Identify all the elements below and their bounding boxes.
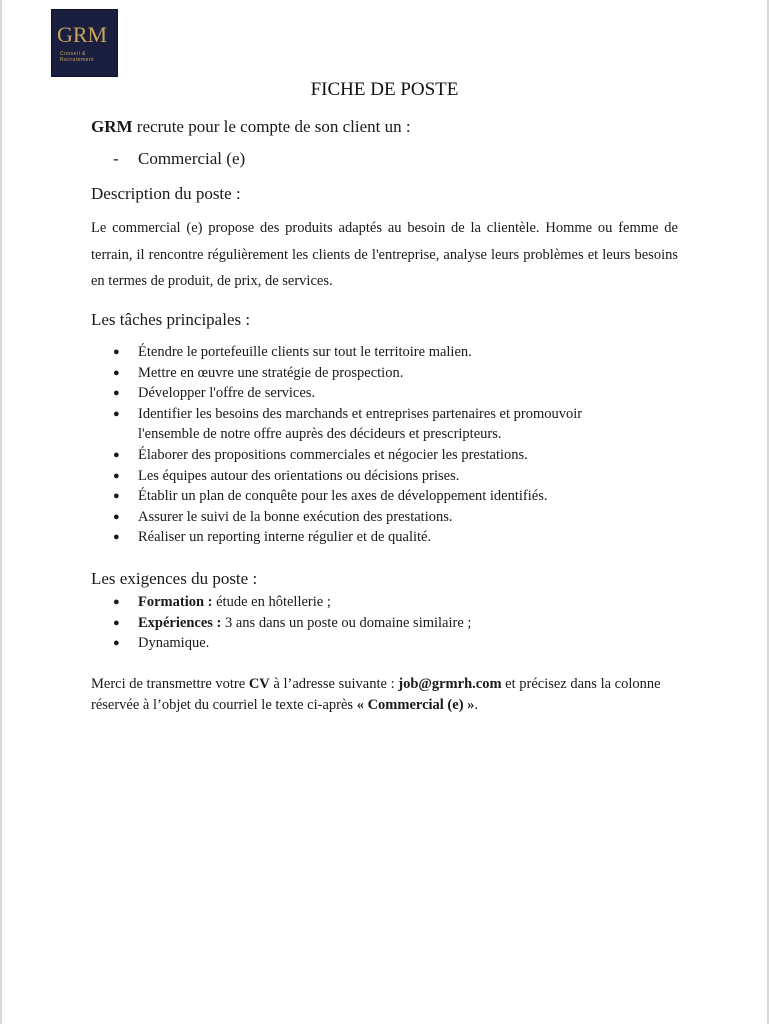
bullet-icon: ●	[113, 407, 120, 420]
tasks-list	[113, 342, 633, 548]
task-text: Réaliser un reporting interne régulier et de qualité.	[138, 529, 432, 546]
bullet-icon: ●	[113, 469, 120, 482]
logo-subtitle	[60, 51, 94, 63]
task-item	[113, 527, 633, 548]
position-label: Commercial (e)	[138, 149, 246, 168]
closing-subject: « Commercial (e) »	[356, 696, 475, 713]
task-item	[113, 383, 633, 404]
bullet-icon: ●	[113, 448, 120, 461]
task-text: Mettre en œuvre une stratégie de prospection.	[138, 364, 404, 381]
requirements-list	[113, 592, 471, 654]
closing-cv: CV	[248, 676, 270, 692]
task-text: Étendre le portefeuille clients sur tout le territoire malien.	[138, 344, 472, 360]
closing-text-4: .	[474, 696, 479, 713]
closing-text-1: Merci de transmettre votre	[91, 676, 249, 692]
position-dash: -	[113, 149, 119, 168]
tasks-heading: Les tâches principales :	[91, 310, 251, 329]
bullet-icon: ●	[113, 596, 120, 608]
task-text: Élaborer des propositions commerciales et négocier les prestations.	[138, 446, 528, 463]
task-item	[113, 363, 633, 384]
requirement-value: Dynamique.	[138, 635, 210, 652]
task-item	[113, 404, 633, 445]
logo-subtitle-line1: Conseil &	[60, 51, 86, 57]
grm-logo	[51, 9, 118, 77]
description-heading: Description du poste :	[91, 184, 241, 203]
task-item	[113, 486, 633, 507]
page-title	[0, 79, 769, 101]
email-link[interactable]: job@grmrh.com	[398, 676, 502, 692]
page-title-text: FICHE DE POSTE	[310, 79, 459, 100]
intro-line	[91, 117, 411, 137]
requirements-heading: Les exigences du poste :	[91, 569, 258, 588]
task-text: Développer l'offre de services.	[138, 385, 316, 402]
page-left-edge	[0, 0, 2, 1024]
requirement-label: Expériences :	[138, 614, 222, 631]
bullet-icon: ●	[113, 510, 120, 523]
bullet-icon: ●	[113, 637, 120, 650]
requirement-label: Formation :	[138, 594, 213, 610]
requirement-value: étude en hôtellerie ;	[212, 594, 331, 610]
task-text: Les équipes autour des orientations ou décisions prises.	[138, 467, 460, 484]
logo-text: GRM	[57, 22, 108, 47]
description-text: Le commercial (e) propose des produits adaptés au besoin de la clientèle. Homme ou femme de terrain, il rencontre régulièrement les clients de l'entreprise, analyse leurs problèmes et leurs besoins en termes de produit, de prix, de services.	[91, 220, 678, 289]
bullet-icon: ●	[113, 531, 120, 544]
intro-company: GRM	[91, 117, 133, 136]
bullet-icon: ●	[113, 490, 120, 503]
task-item	[113, 507, 633, 528]
position-item	[113, 149, 245, 169]
bullet-icon: ●	[113, 387, 120, 400]
task-item	[113, 466, 633, 487]
task-text: Établir un plan de conquête pour les axes de développement identifiés.	[138, 488, 548, 505]
bullet-icon: ●	[113, 366, 120, 379]
closing-paragraph	[91, 674, 691, 715]
bullet-icon: ●	[113, 616, 120, 629]
closing-text-3: et précisez dans la colonne réservée à l’objet du courriel le texte ci-après	[91, 676, 661, 713]
intro-text: recrute pour le compte de son client un :	[132, 117, 411, 136]
requirement-item	[113, 633, 471, 654]
task-text: Identifier les besoins des marchands et entreprises partenaires et promouvoir l'ensemble de notre offre auprès des décideurs et prescripteurs.	[138, 405, 583, 443]
task-item	[113, 342, 633, 363]
bullet-icon: ●	[113, 346, 120, 358]
task-text: Assurer le suivi de la bonne exécution des prestations.	[138, 508, 453, 525]
logo-subtitle-line2: Recrutement	[60, 57, 95, 63]
requirement-item	[113, 592, 471, 613]
task-item	[113, 445, 633, 466]
requirement-item	[113, 613, 471, 634]
closing-text-2: à l’adresse suivante :	[269, 676, 399, 692]
requirement-value: 3 ans dans un poste ou domaine similaire ;	[221, 614, 472, 631]
